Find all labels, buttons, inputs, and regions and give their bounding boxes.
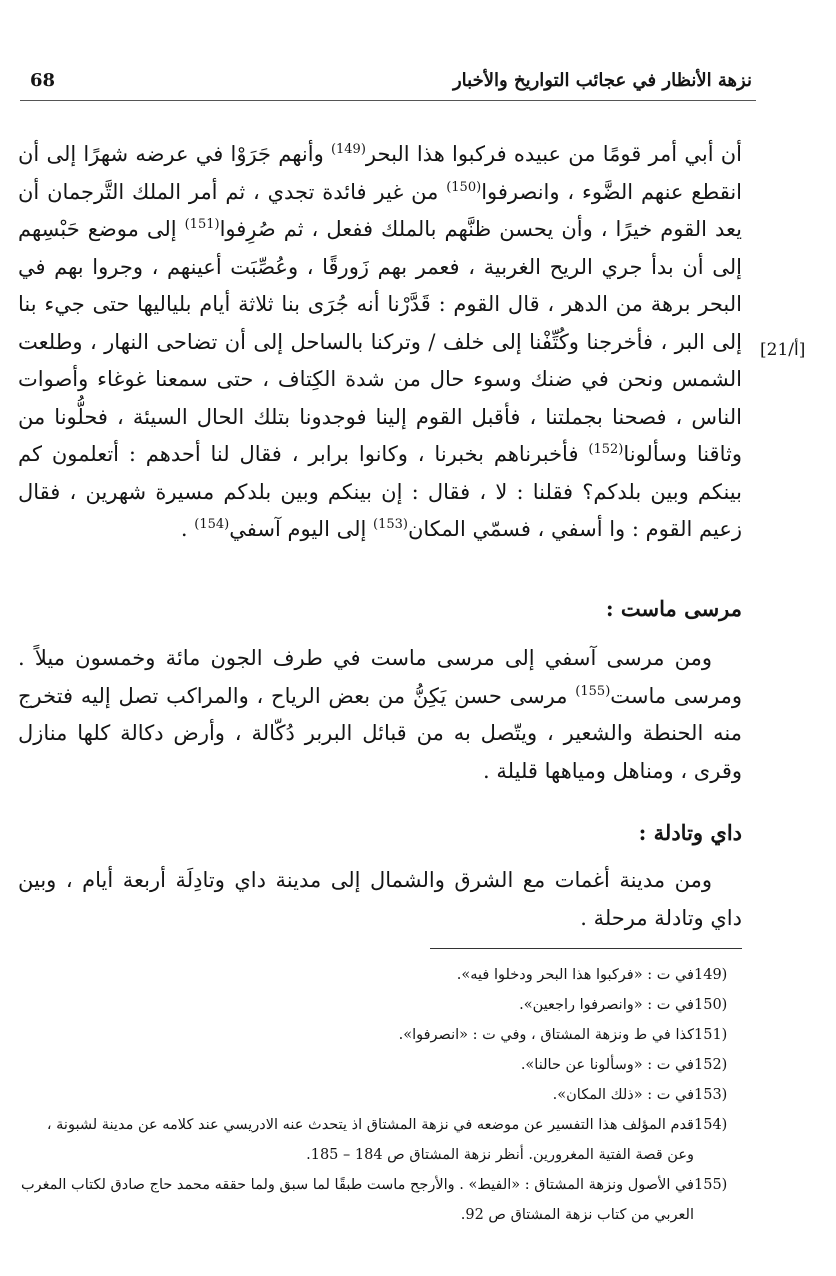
footnote-ref[interactable]: (151) xyxy=(184,217,220,232)
section-heading-marsa-mast: مرسى ماست : xyxy=(605,596,742,621)
text-segment: . xyxy=(180,517,195,541)
page-header xyxy=(30,62,752,98)
section-heading-day-tadla: داي وتادلة : xyxy=(638,820,742,845)
footnote-number: 152) xyxy=(694,1057,728,1073)
footnote-item xyxy=(18,1110,742,1170)
paragraph-text: ومن مدينة أغمات مع الشرق والشمال إلى مدينة داي وتادِلَة أربعة أيام ، وبين داي وتادلة مرحلة . xyxy=(18,868,742,930)
text-segment: إلى اليوم آسفي xyxy=(229,517,373,541)
footnote-ref[interactable]: (149) xyxy=(330,142,366,157)
footnote-text: في ت : «فركبوا هذا البحر ودخلوا فيه». xyxy=(456,967,694,983)
text-segment: مرسى حسن يَكِنُّ من بعض الرياح ، والمراكب تصل إليه فتخرج منه الحنطة والشعير ، ويتّصل به من قبائل البربر دُكّالة ، وأرض دكالة كلها منازل وقرى ، ومناهل ومياهها قليلة . xyxy=(18,683,742,783)
text-segment: وأنهم جَرَوْا في عرضه شهرًا إلى أن انقطع عنهم الضَّوء ، وانصرفوا xyxy=(18,142,742,204)
text-segment: إلى موضع حَبْسِهم إلى أن بدأ جري الريح الغربية ، فعمر بهم زَورقًا ، وعُصِّبَت أعينهم ، وجروا بهم في البحر برهة من الدهر ، قال القوم : قَدَّرْنا أنه جُرَى بنا ثلاثة أيام بلياليها حتى جيء بنا إلى البر ، فأخرجنا وكُتِّفْنا إلى خلف / وتركنا بالساحل إلى أن تضاحى النهار ، وطلعت الشمس ونحن في ضنك وسوء حال من شدة الكِتاف ، حتى سمعنا غوغاء وأصوات الناس ، فصحنا بجملتنا ، فأقبل القوم إلينا فوجدونا بتلك الحال السيئة ، فحلُّونا من وثاقنا وسألونا xyxy=(18,217,742,466)
footnote-number: 154) xyxy=(694,1117,728,1133)
text-segment: من غير فائدة تجدي ، ثم أمر الملك التَّرجمان أن يعد القوم خيرًا ، وأن يحسن ظنَّهم بالملك ففعل ، ثم صُرِفوا xyxy=(18,179,743,241)
footnote-text: في الأصول ونزهة المشتاق : «الفيط» . والأرجح ماست طبقًا لما سبق ولما حققه محمد حاج صادق لكتاب المغرب العربي من كتاب نزهة المشتاق ص 92. xyxy=(20,1177,694,1223)
footnote-ref[interactable]: (154) xyxy=(194,517,230,532)
footnote-ref[interactable]: (150) xyxy=(446,179,482,195)
footnote-number: 150) xyxy=(694,997,728,1013)
header-divider xyxy=(20,100,756,101)
running-title: نزهة الأنظار في عجائب التواريخ والأخبار xyxy=(452,69,752,91)
footnote-item xyxy=(18,1080,742,1110)
footnote-text: في ت : «وانصرفوا راجعين». xyxy=(519,997,694,1013)
footnote-text: في ت : «ذلك المكان». xyxy=(552,1087,694,1103)
footnote-text: في ت : «وسألونا عن حالنا». xyxy=(520,1057,694,1073)
footnote-number: 155) xyxy=(694,1177,728,1193)
footnote-item xyxy=(18,990,742,1020)
page-number: 68 xyxy=(30,69,56,91)
footnote-ref[interactable]: (155) xyxy=(575,683,611,699)
paragraph-day-tadla xyxy=(18,862,742,937)
footnote-item xyxy=(18,1020,742,1050)
footnote-item xyxy=(18,1050,742,1080)
footnote-ref[interactable]: (152) xyxy=(588,442,624,457)
footnote-item xyxy=(18,960,742,990)
footnote-number: 153) xyxy=(694,1087,728,1103)
footnotes xyxy=(18,960,742,1230)
text-segment: فأخبرناهم بخبرنا ، وكانوا برابر ، فقال لنا أحدهم : أتعلمون كم بينكم وبين بلدكم؟ فقلنا : لا ، فقال : إن بينكم وبين بلدكم مسيرة شهرين ، فقال زعيم القوم : وا أسفي ، فسمّي المكان xyxy=(18,442,742,541)
footnote-text: قدم المؤلف هذا التفسير عن موضعه في نزهة المشتاق اذ يتحدث عنه الادريسي عند كلامه عن مدينة لشبونة ، وعن قصة الفتية المغرورين. أنظر نزهة المشتاق ص 184 – 185. xyxy=(46,1117,694,1163)
footnote-number: 149) xyxy=(694,967,728,983)
footnote-number: 151) xyxy=(694,1027,728,1043)
footnote-ref[interactable]: (153) xyxy=(373,517,408,532)
text-segment: ومن مرسى آسفي إلى مرسى ماست في طرف الجون مائة وخمسون ميلاً . ومرسى ماست xyxy=(18,646,742,708)
text-segment: أن أبي أمر قومًا من عبيده فركبوا هذا البحر xyxy=(365,142,743,166)
footnote-text: كذا في ط ونزهة المشتاق ، وفي ت : «انصرفوا». xyxy=(398,1027,694,1043)
paragraph-marsa-mast xyxy=(18,640,742,790)
main-paragraph xyxy=(18,136,742,549)
footnote-item xyxy=(18,1170,742,1230)
folio-marker: [21/أ] xyxy=(760,340,806,360)
footnote-divider xyxy=(430,948,742,949)
